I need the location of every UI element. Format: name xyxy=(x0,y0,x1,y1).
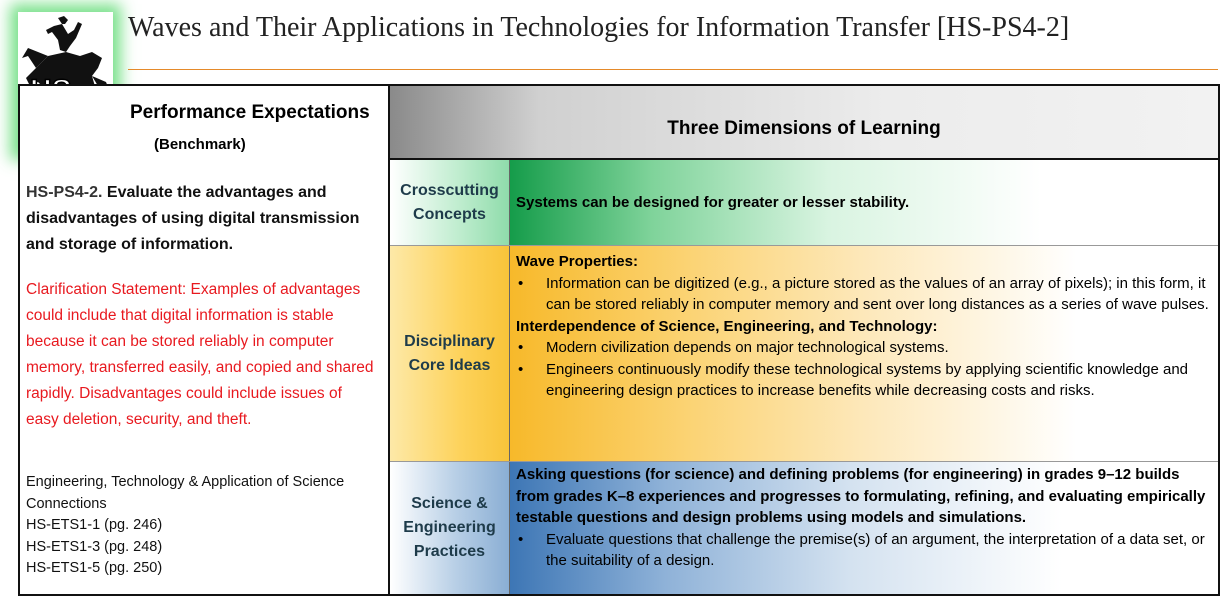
interdependence-list xyxy=(516,337,1212,402)
crosscutting-concepts-row xyxy=(390,160,1218,246)
wave-properties-heading: Wave Properties: xyxy=(516,253,638,270)
crosscutting-concepts-label: Crosscutting Concepts xyxy=(390,160,510,245)
core-ideas-text xyxy=(510,246,1218,461)
core-ideas-row xyxy=(390,246,1218,462)
page-title: Waves and Their Applications in Technologies for Information Transfer [HS-PS4-2] xyxy=(128,12,1070,43)
crosscutting-statement: Systems can be designed for greater or lesser stability. xyxy=(516,194,910,211)
wave-properties-list xyxy=(516,273,1212,316)
connection-item: HS-ETS1-1 (pg. 246) xyxy=(26,517,163,533)
list-item: • Modern civilization depends on major technological systems. xyxy=(516,337,1212,359)
expectation-statement xyxy=(26,180,380,258)
practices-list xyxy=(516,529,1212,572)
practices-row xyxy=(390,462,1218,594)
three-dimensions-title: Three Dimensions of Learning xyxy=(667,118,941,139)
clarification-statement: Clarification Statement: Examples of advantages could include that digital information is stable because it can be stored reliably in computer memory, transferred easily, and copied and shared rapidly. Disadvantages could include issues of easy deletion, security, and theft. xyxy=(26,281,374,428)
core-ideas-label: Disciplinary Core Ideas xyxy=(390,246,510,461)
standards-table xyxy=(18,84,1220,596)
list-item: • Information can be digitized (e.g., a picture stored as the values of an array of pixels); in this form, it can be stored reliably in computer memory and sent over long distances as a series of wave pulses. xyxy=(516,273,1212,316)
performance-expectation-cell xyxy=(18,160,388,596)
connection-item: HS-ETS1-3 (pg. 248) xyxy=(26,538,163,555)
list-item: • Evaluate questions that challenge the premise(s) of an argument, the interpretation of a data set, or the suitability of a design. xyxy=(516,529,1212,572)
expectation-code: HS-PS4-2. xyxy=(26,184,103,201)
benchmark-subtitle: (Benchmark) xyxy=(154,136,246,153)
dimensions-cell xyxy=(388,160,1220,596)
connections-title: Engineering, Technology & Application of Science Connections xyxy=(26,474,345,512)
crosscutting-concepts-text xyxy=(510,160,1218,245)
practices-text xyxy=(510,462,1218,594)
connection-item: HS-ETS1-5 (pg. 250) xyxy=(26,560,163,576)
list-item: • Engineers continuously modify these technological systems by applying scientific knowledge and engineering design practices to increase benefits while decreasing costs and risks. xyxy=(516,359,1212,402)
performance-expectations-title: Performance Expectations xyxy=(130,102,370,123)
practices-heading: Asking questions (for science) and defining problems (for engineering) in grades 9–12 builds from grades K–8 experiences and progresses to formulating, refining, and evaluating empirically testable questions and design problems using models and simulations. xyxy=(516,466,1206,526)
expectation-text: Evaluate the advantages and disadvantages of using digital transmission and storage of information. xyxy=(26,184,360,253)
title-divider xyxy=(128,69,1218,70)
performance-expectations-header xyxy=(18,84,388,160)
ets-connections xyxy=(26,472,376,580)
interdependence-heading: Interdependence of Science, Engineering, and Technology: xyxy=(516,317,938,335)
three-dimensions-header xyxy=(388,84,1220,160)
practices-label: Science & Engineering Practices xyxy=(390,462,510,594)
